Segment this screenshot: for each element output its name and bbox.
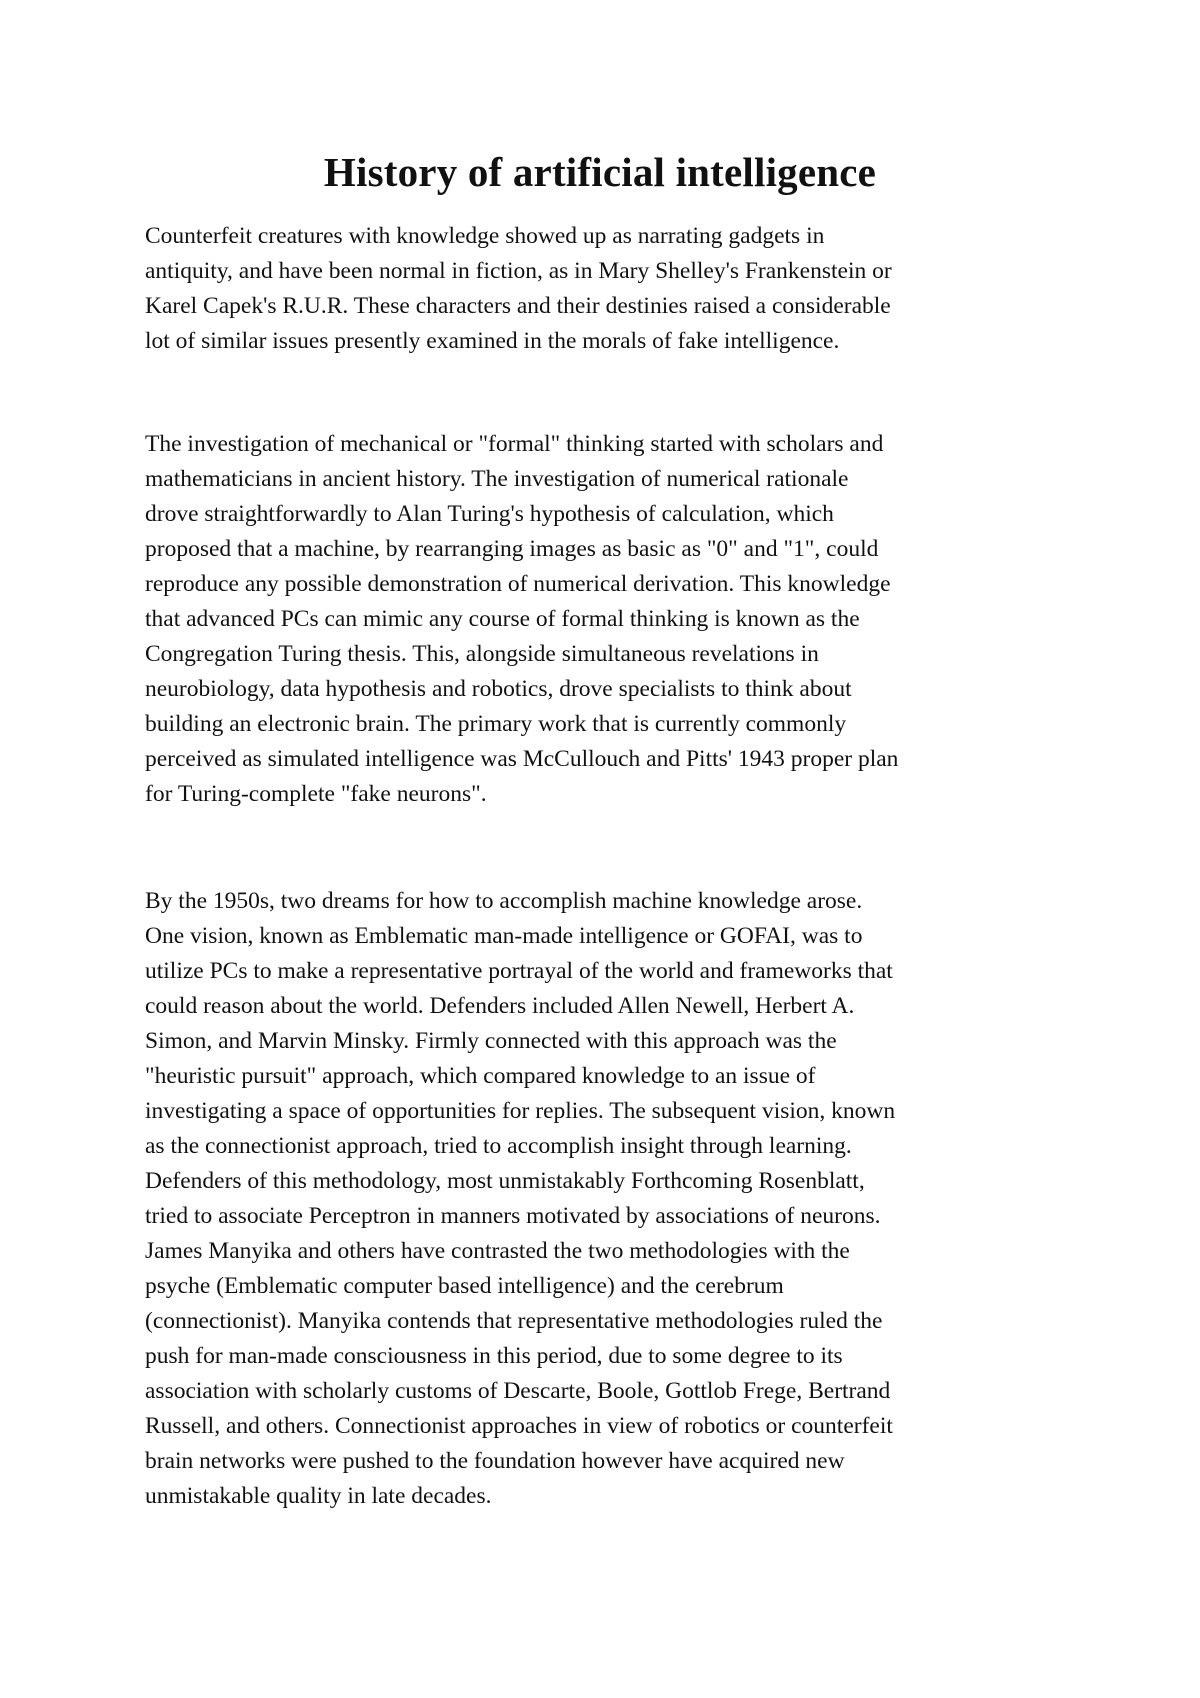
paragraph-3: By the 1950s, two dreams for how to accomplish machine knowledge arose. One vision, known as Emblematic man-made intelligence or GOFAI, was to utilize PCs to make a representative portrayal of the world and frameworks that could reason about the world. Defenders included Allen Newell, Herbert A. Simon, and Marvin Minsky. Firmly connected with this approach was the "heuristic pursuit" approach, which compared knowledge to an issue of investigating a space of opportunities for replies. The subsequent vision, known as the connectionist approach, tried to accomplish insight through learning. Defenders of this methodology, most unmistakably Forthcoming Rosenblatt, tried to associate Perceptron in manners motivated by associations of neurons. James Manyika and others have contrasted the two methodologies with the psyche (Emblematic computer based intelligence) and the cerebrum (connectionist). Manyika contends that representative methodologies ruled the push for man-made consciousness in this period, due to some degree to its association with scholarly customs of Descarte, Boole, Gottlob Frege, Bertrand Russell, and others. Connectionist approaches in view of robotics or counterfeit brain networks were pushed to the foundation however have acquired new unmistakable quality in late decades. — [145, 888, 896, 1509]
paragraph-2: The investigation of mechanical or "formal" thinking started with scholars and mathematicians in ancient history. The investigation of numerical rationale drove straightforwardly to Alan Turing's hypothesis of calculation, which proposed that a machine, by rearranging images as basic as "0" and "1", could reproduce any possible demonstration of numerical derivation. This knowledge that advanced PCs can mimic any course of formal thinking is known as the Congregation Turing thesis. This, alongside simultaneous revelations in neurobiology, data hypothesis and robotics, drove specialists to think about building an electronic brain. The primary work that is currently commonly perceived as simulated intelligence was McCullouch and Pitts' 1943 proper plan for Turing-complete "fake neurons". — [145, 431, 899, 807]
document-title: History of artificial intelligence — [323, 149, 877, 195]
paragraph-1: Counterfeit creatures with knowledge showed up as narrating gadgets in antiquity, and have been normal in fiction, as in Mary Shelley's Frankenstein or Karel Capek's R.U.R. These characters and their destinies raised a considerable lot of similar issues presently examined in the morals of fake intelligence. — [145, 223, 892, 354]
